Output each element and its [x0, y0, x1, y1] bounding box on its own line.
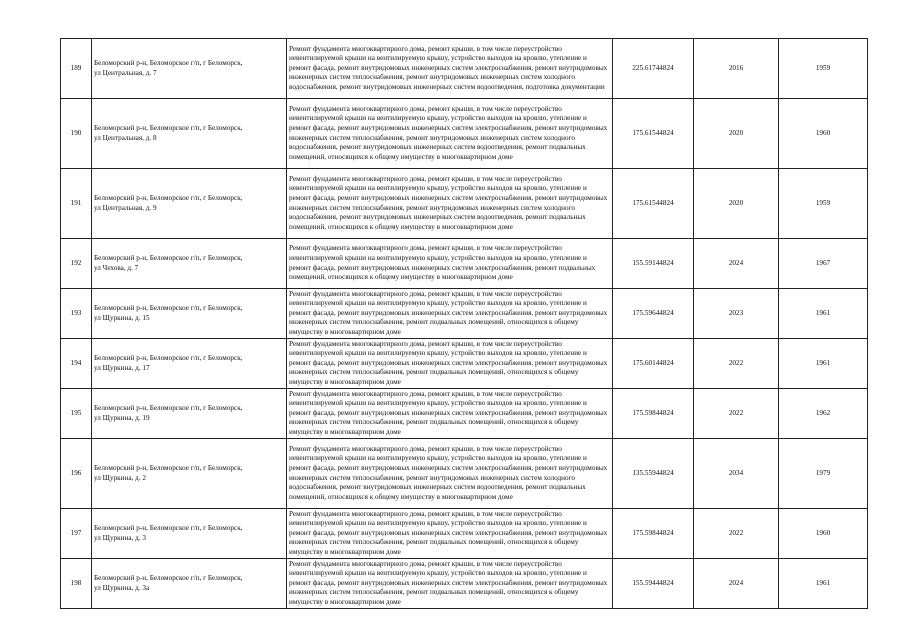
address-cell [92, 239, 287, 289]
built-year-cell: 1959 [779, 169, 868, 239]
row-number: 198 [61, 559, 92, 609]
planned-year-cell: 2024 [694, 239, 779, 289]
address-line: Беломорский р-н, Беломорское г/п, г Беломорск, [94, 58, 243, 67]
address-line: Беломорский р-н, Беломорское г/п, г Беломорск, [94, 463, 243, 472]
address-cell [92, 289, 287, 339]
row-number: 191 [61, 169, 92, 239]
document-page [60, 38, 853, 609]
table-row [61, 239, 868, 289]
address-line: ул Чехова, д. 7 [94, 263, 139, 272]
address-line: Беломорский р-н, Беломорское г/п, г Беломорск, [94, 523, 243, 532]
table-row [61, 169, 868, 239]
row-number: 195 [61, 389, 92, 439]
works-cell: Ремонт фундамента многоквартирного дома, ремонт крыши, в том числе переустройство невентилируемой крыши на вентилируемую крышу, устройство выходов на кровлю, утепление и ремонт фасада, ремонт внутридомовых инженерных систем электроснабжения, ремонт внутридомовых инженерных систем теплоснабжения, ремонт подвальных помещений, относящихся к общему имуществу в многоквартирном доме [287, 509, 613, 559]
works-cell: Ремонт фундамента многоквартирного дома, ремонт крыши, в том числе переустройство невентилируемой крыши на вентилируемую крышу, устройство выходов на кровлю, утепление и ремонт фасада, ремонт внутридомовых инженерных систем электроснабжения, ремонт внутридомовых инженерных систем теплоснабжения, ремонт внутридомовых инженерных систем холодного водоснабжения, ремонт внутридомовых инженерных систем водоотведения, ремонт подвальных помещений, относящихся к общему имуществу в многоквартирном доме [287, 99, 613, 169]
planned-year-cell: 2016 [694, 39, 779, 99]
row-number: 197 [61, 509, 92, 559]
built-year-cell: 1960 [779, 99, 868, 169]
address-cell [92, 509, 287, 559]
table-row [61, 99, 868, 169]
address-line: ул Центральная, д. 9 [94, 203, 157, 212]
address-line: ул Щуркина, д. 3 [94, 533, 147, 542]
table-row [61, 559, 868, 609]
address-cell [92, 169, 287, 239]
row-number: 193 [61, 289, 92, 339]
address-cell [92, 339, 287, 389]
address-line: ул Центральная, д. 7 [94, 68, 157, 77]
row-number: 196 [61, 439, 92, 509]
built-year-cell: 1961 [779, 289, 868, 339]
address-cell [92, 39, 287, 99]
cost-cell: 175.59844824 [613, 509, 694, 559]
table-row [61, 339, 868, 389]
address-line: Беломорский р-н, Беломорское г/п, г Беломорск, [94, 573, 243, 582]
planned-year-cell: 2020 [694, 169, 779, 239]
row-number: 189 [61, 39, 92, 99]
row-number: 192 [61, 239, 92, 289]
planned-year-cell: 2024 [694, 559, 779, 609]
works-cell: Ремонт фундамента многоквартирного дома, ремонт крыши, в том числе переустройство невентилируемой крыши на вентилируемую крышу, устройство выходов на кровлю, утепление и ремонт фасада, ремонт внутридомовых инженерных систем электроснабжения, ремонт подвальных помещений, относящихся к общему имуществу в многоквартирном доме [287, 239, 613, 289]
planned-year-cell: 2022 [694, 389, 779, 439]
table-row [61, 389, 868, 439]
row-number: 194 [61, 339, 92, 389]
address-line: ул Центральная, д. 8 [94, 133, 157, 142]
planned-year-cell: 2034 [694, 439, 779, 509]
cost-cell: 155.59144824 [613, 239, 694, 289]
cost-cell: 175.59644824 [613, 289, 694, 339]
cost-cell: 175.61544824 [613, 169, 694, 239]
cost-cell: 135.55944824 [613, 439, 694, 509]
built-year-cell: 1961 [779, 559, 868, 609]
cost-cell: 175.61544824 [613, 99, 694, 169]
address-line: Беломорский р-н, Беломорское г/п, г Беломорск, [94, 193, 243, 202]
planned-year-cell: 2023 [694, 289, 779, 339]
works-cell: Ремонт фундамента многоквартирного дома, ремонт крыши, в том числе переустройство невентилируемой крыши на вентилируемую крышу, устройство выходов на кровлю, утепление и ремонт фасада, ремонт внутридомовых инженерных систем электроснабжения, ремонт внутридомовых инженерных систем теплоснабжения, ремонт подвальных помещений, относящихся к общему имуществу в многоквартирном доме [287, 339, 613, 389]
address-cell [92, 559, 287, 609]
address-cell [92, 439, 287, 509]
works-cell: Ремонт фундамента многоквартирного дома, ремонт крыши, в том числе переустройство невентилируемой крыши на вентилируемую крышу, устройство выходов на кровлю, утепление и ремонт фасада, ремонт внутридомовых инженерных систем электроснабжения, ремонт внутридомовых инженерных систем теплоснабжения, ремонт подвальных помещений, относящихся к общему имуществу в многоквартирном доме [287, 559, 613, 609]
cost-cell: 225.61744824 [613, 39, 694, 99]
built-year-cell: 1960 [779, 509, 868, 559]
works-cell: Ремонт фундамента многоквартирного дома, ремонт крыши, в том числе переустройство невентилируемой крыши на вентилируемую крышу, устройство выходов на кровлю, утепление и ремонт фасада, ремонт внутридомовых инженерных систем электроснабжения, ремонт внутридомовых инженерных систем теплоснабжения, ремонт внутридомовых инженерных систем холодного водоснабжения, ремонт внутридомовых инженерных систем водоотведения, ремонт подвальных помещений, относящихся к общему имуществу в многоквартирном доме [287, 169, 613, 239]
table-row [61, 289, 868, 339]
table-row [61, 439, 868, 509]
works-cell: Ремонт фундамента многоквартирного дома, ремонт крыши, в том числе переустройство невентилируемой крыши на вентилируемую крышу, устройство выходов на кровлю, утепление и ремонт фасада, ремонт внутридомовых инженерных систем электроснабжения, ремонт внутридомовых инженерных систем теплоснабжения, ремонт подвальных помещений, относящихся к общему имуществу в многоквартирном доме [287, 289, 613, 339]
works-cell: Ремонт фундамента многоквартирного дома, ремонт крыши, в том числе переустройство невентилируемой крыши на вентилируемую крышу, устройство выходов на кровлю, утепление и ремонт фасада, ремонт внутридомовых инженерных систем электроснабжения, ремонт внутридомовых инженерных систем теплоснабжения, ремонт внутридомовых инженерных систем холодного водоснабжения, ремонт внутридомовых инженерных систем водоотведения, ремонт подвальных помещений, относящихся к общему имуществу в многоквартирном доме [287, 439, 613, 509]
built-year-cell: 1959 [779, 39, 868, 99]
table-row [61, 39, 868, 99]
built-year-cell: 1961 [779, 339, 868, 389]
built-year-cell: 1962 [779, 389, 868, 439]
table-row [61, 509, 868, 559]
address-line: ул Щуркина, д. 3а [94, 583, 150, 592]
address-line: Беломорский р-н, Беломорское г/п, г Беломорск, [94, 353, 243, 362]
address-line: ул Щуркина, д. 15 [94, 313, 150, 322]
works-cell: Ремонт фундамента многоквартирного дома, ремонт крыши, в том числе переустройство невентилируемой крыши на вентилируемую крышу, устройство выходов на кровлю, утепление и ремонт фасада, ремонт внутридомовых инженерных систем электроснабжения, ремонт внутридомовых инженерных систем теплоснабжения, ремонт подвальных помещений, относящихся к общему имуществу в многоквартирном доме [287, 389, 613, 439]
row-number: 190 [61, 99, 92, 169]
address-line: Беломорский р-н, Беломорское г/п, г Беломорск, [94, 403, 243, 412]
address-line: Беломорский р-н, Беломорское г/п, г Беломорск, [94, 123, 243, 132]
address-cell [92, 99, 287, 169]
address-line: ул Щуркина, д. 2 [94, 473, 147, 482]
cost-cell: 155.59444824 [613, 559, 694, 609]
works-cell: Ремонт фундамента многоквартирного дома, ремонт крыши, в том числе переустройство невентилируемой крыши на вентилируемую крышу, устройство выходов на кровлю, утепление и ремонт фасада, ремонт внутридомовых инженерных систем электроснабжения, ремонт внутридомовых инженерных систем теплоснабжения, ремонт внутридомовых инженерных систем холодного водоснабжения, ремонт внутридомовых инженерных систем водоотведения, подготовка документации [287, 39, 613, 99]
cost-cell: 175.60144824 [613, 339, 694, 389]
address-line: Беломорский р-н, Беломорское г/п, г Беломорск, [94, 253, 243, 262]
registry-table [60, 38, 868, 609]
cost-cell: 175.59844824 [613, 389, 694, 439]
address-line: ул Щуркина, д. 19 [94, 413, 150, 422]
address-cell [92, 389, 287, 439]
planned-year-cell: 2022 [694, 339, 779, 389]
built-year-cell: 1979 [779, 439, 868, 509]
planned-year-cell: 2020 [694, 99, 779, 169]
planned-year-cell: 2022 [694, 509, 779, 559]
address-line: Беломорский р-н, Беломорское г/п, г Беломорск, [94, 303, 243, 312]
address-line: ул Щуркина, д. 17 [94, 363, 150, 372]
built-year-cell: 1967 [779, 239, 868, 289]
